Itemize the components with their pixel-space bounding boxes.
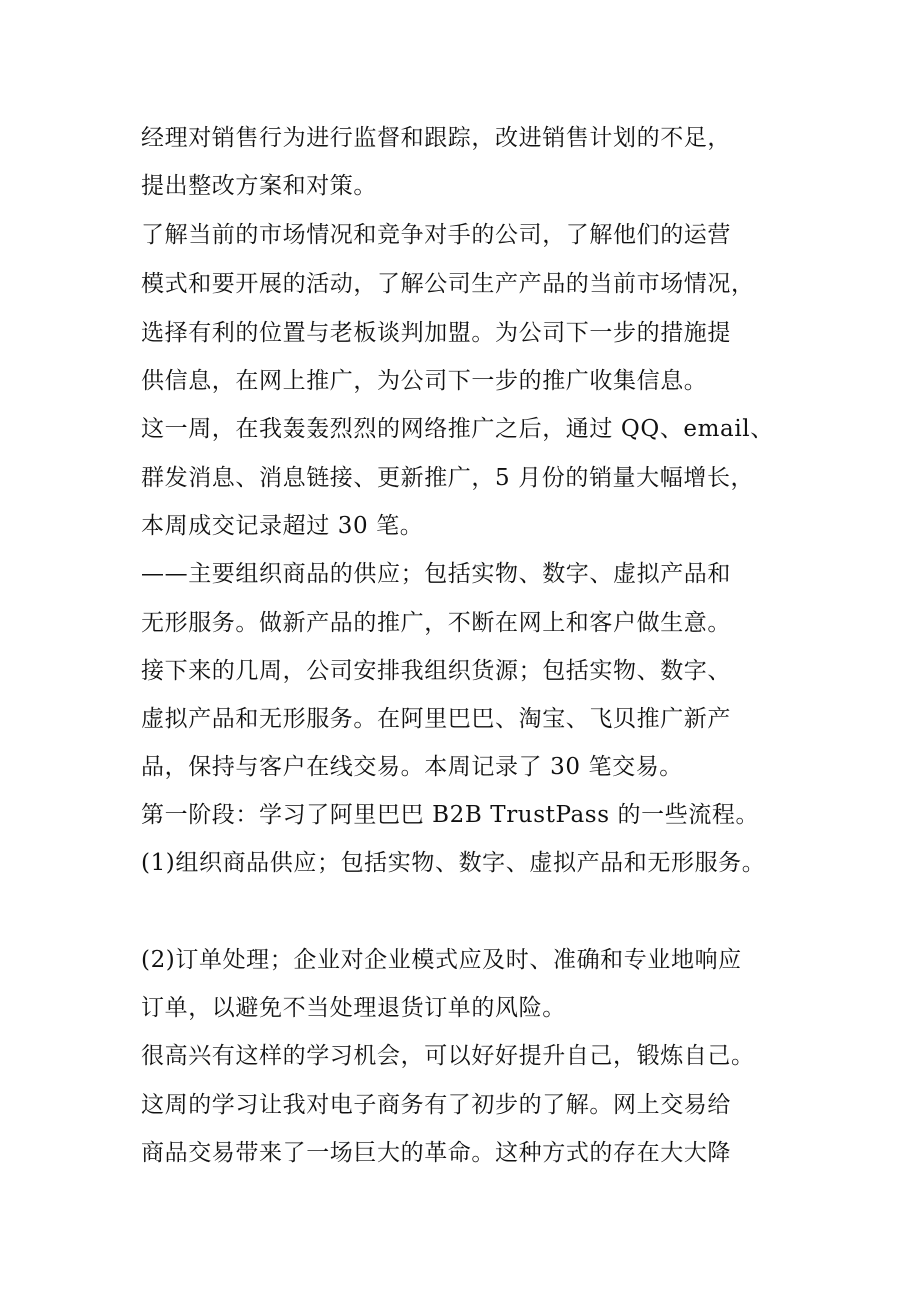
text-line: 无形服务。做新产品的推广，不断在网上和客户做生意。	[141, 610, 731, 636]
text-line: 品，保持与客户在线交易。本周记录了 30 笔交易。	[141, 754, 683, 780]
text-line: 商品交易带来了一场巨大的革命。这种方式的存在大大降	[141, 1140, 731, 1166]
text-line: (2)订单处理；企业对企业模式应及时、准确和专业地响应	[141, 947, 742, 973]
text-line: 供信息，在网上推广，为公司下一步的推广收集信息。	[141, 368, 708, 394]
text-line: 接下来的几周，公司安排我组织货源；包括实物、数字、	[141, 658, 731, 684]
text-line: 很高兴有这样的学习机会，可以好好提升自己，锻炼自己。	[141, 1043, 755, 1069]
text-line: 这一周，在我轰轰烈烈的网络推广之后，通过 QQ、email、	[141, 416, 774, 442]
text-line: 提出整改方案和对策。	[141, 173, 377, 199]
text-line: 订单，以避免不当处理退货订单的风险。	[141, 995, 566, 1021]
text-line: 群发消息、消息链接、更新推广，5 月份的销量大幅增长，	[141, 465, 755, 491]
text-line: 第一阶段：学习了阿里巴巴 B2B TrustPass 的一些流程。	[141, 802, 760, 828]
text-line: (1)组织商品供应；包括实物、数字、虚拟产品和无形服务。	[141, 850, 766, 876]
text-line: 模式和要开展的活动，了解公司生产产品的当前市场情况，	[141, 271, 755, 297]
text-line: ——主要组织商品的供应；包括实物、数字、虚拟产品和	[141, 561, 731, 587]
text-line: 选择有利的位置与老板谈判加盟。为公司下一步的措施提	[141, 320, 731, 346]
text-line: 本周成交记录超过 30 笔。	[141, 513, 424, 539]
text-line: 这周的学习让我对电子商务有了初步的了解。网上交易给	[141, 1092, 731, 1118]
text-line: 了解当前的市场情况和竞争对手的公司，了解他们的运营	[141, 222, 731, 248]
text-line: 虚拟产品和无形服务。在阿里巴巴、淘宝、飞贝推广新产	[141, 706, 731, 732]
text-line: 经理对销售行为进行监督和跟踪，改进销售计划的不足，	[141, 125, 731, 151]
